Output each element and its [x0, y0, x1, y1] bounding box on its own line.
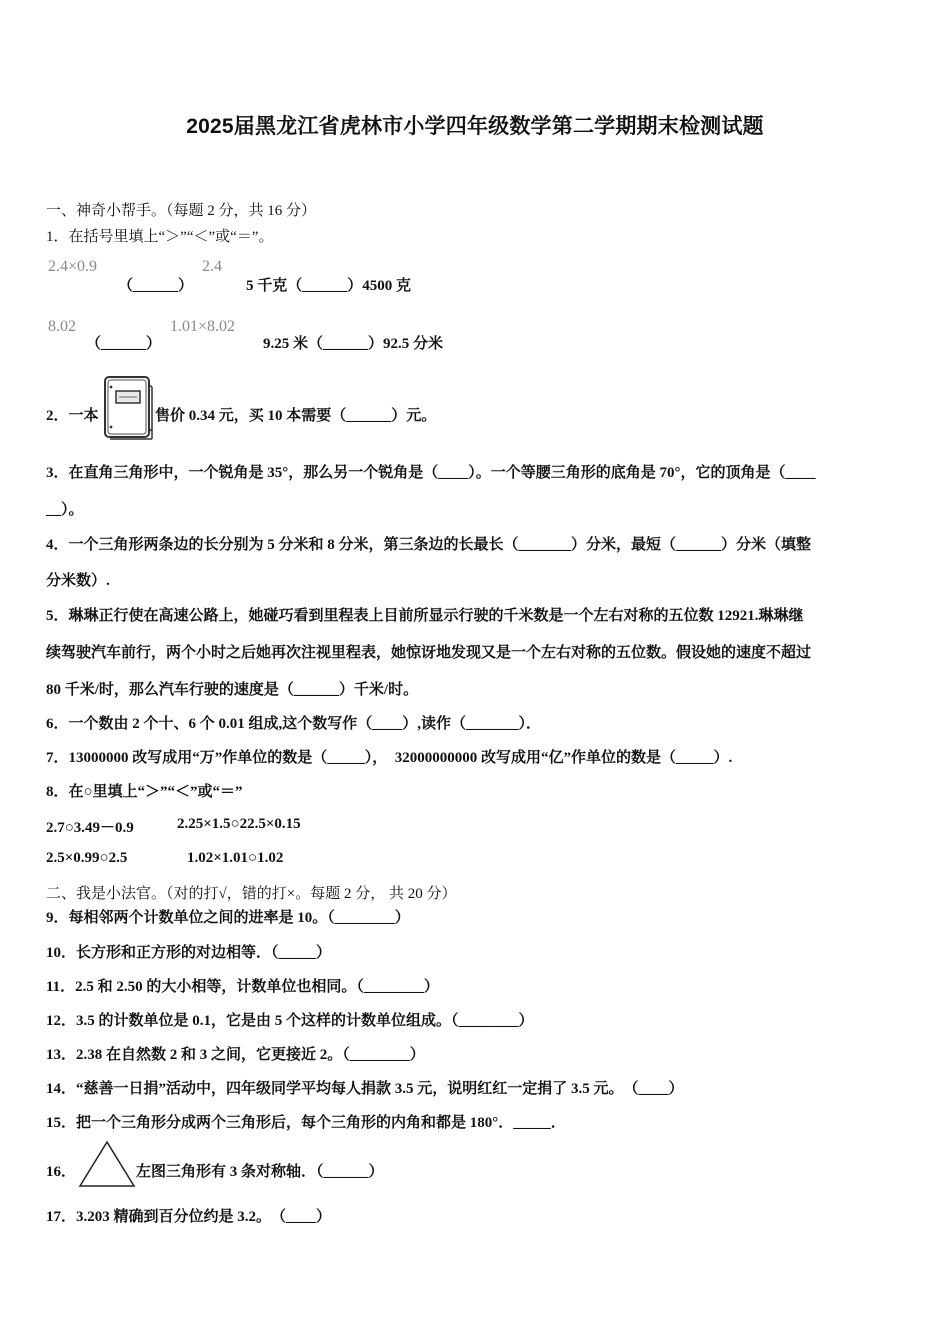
section-2-heading: 二、我是小法官。（对的打√，错的打×。每题 2 分， 共 20 分） [46, 886, 457, 902]
section-1-heading: 一、神奇小帮手。（每题 2 分，共 16 分） [46, 203, 317, 219]
question-4-line-1: 4．一个三角形两条边的长分别为 5 分米和 8 分米，第三条边的长最长（_______）分米，最短（______）分米（填整 [46, 537, 812, 553]
q1-expr-c-left: 8.02 [48, 318, 76, 335]
question-2-prefix: 2．一本 [46, 408, 99, 424]
question-10: 10．长方形和正方形的对边相等．（_____） [46, 945, 332, 961]
page-title: 2025届黑龙江省虎林市小学四年级数学第二学期期末检测试题 [186, 115, 764, 138]
question-16-prefix: 16． [46, 1164, 77, 1180]
q1-expr-a-right: 2.4 [202, 258, 222, 275]
q1-expr-c-right: 1.01×8.02 [170, 318, 236, 335]
question-15: 15．把一个三角形分成两个三角形后，每个三角形的内角和都是 180°．_____． [46, 1115, 566, 1131]
question-6: 6．一个数由 2 个十、6 个 0.01 组成,这个数写作（____）,读作（_______）． [46, 716, 542, 732]
q8-expr-a: 2.7○3.49－0.9 [46, 820, 134, 836]
triangle-figure [78, 1140, 136, 1188]
q1-blank-c: （______） [86, 336, 162, 352]
question-13: 13．2.38 在自然数 2 和 3 之间，它更接近 2。（________） [46, 1047, 425, 1063]
question-4-line-2: 分米数）. [46, 573, 110, 589]
question-9: 9．每相邻两个计数单位之间的进率是 10。（________） [46, 910, 410, 926]
question-2-suffix: 售价 0.34 元，买 10 本需要（______）元。 [155, 408, 437, 424]
question-5-line-3: 80 千米/时，那么汽车行驶的速度是（______）千米/时。 [46, 682, 419, 698]
q8-expr-b: 2.25×1.5○22.5×0.15 [177, 816, 301, 832]
q8-expr-d: 1.02×1.01○1.02 [187, 850, 284, 866]
question-1-stem: 1．在括号里填上“＞”“＜”或“＝”。 [46, 229, 274, 245]
question-12: 12．3.5 的计数单位是 0.1，它是由 5 个这样的计数单位组成。（________） [46, 1013, 534, 1029]
question-5-line-2: 续驾驶汽车前行，两个小时之后她再次注视里程表，她惊讶地发现又是一个左右对称的五位数。假设她的速度不超过 [46, 645, 812, 661]
question-8-stem: 8．在○里填上“＞”“＜”或“＝” [46, 784, 243, 800]
notebook-image [102, 375, 154, 441]
question-7: 7．13000000 改写成用“万”作单位的数是（_____）， 32000000000 改写成用“亿”作单位的数是（_____）. [46, 750, 733, 766]
question-16-suffix: 左图三角形有 3 条对称轴．（______） [136, 1164, 384, 1180]
question-17: 17．3.203 精确到百分位约是 3.2。 （____） [46, 1209, 332, 1225]
question-3-line-2: __）。 [46, 502, 84, 518]
question-3-line-1: 3．在直角三角形中，一个锐角是 35°，那么另一个锐角是（____）。一个等腰三角形的底角是 70°，它的顶角是（____ [46, 465, 816, 481]
question-14: 14．“慈善一日捐”活动中，四年级同学平均每人捐款 3.5 元，说明红红一定捐了 3.5 元。 （____） [46, 1081, 684, 1097]
q1-expr-d: 9.25 米（______）92.5 分米 [263, 336, 444, 352]
q8-expr-c: 2.5×0.99○2.5 [46, 850, 128, 866]
question-11: 11．2.5 和 2.50 的大小相等，计数单位也相同。（________） [46, 979, 439, 995]
q1-expr-b: 5 千克（______）4500 克 [246, 278, 412, 294]
q1-expr-a-left: 2.4×0.9 [48, 258, 98, 275]
question-5-line-1: 5．琳琳正行使在高速公路上，她碰巧看到里程表上目前所显示行驶的千米数是一个左右对称的五位数 12921.琳琳继 [46, 608, 804, 624]
q1-blank-a: （______） [118, 278, 194, 294]
